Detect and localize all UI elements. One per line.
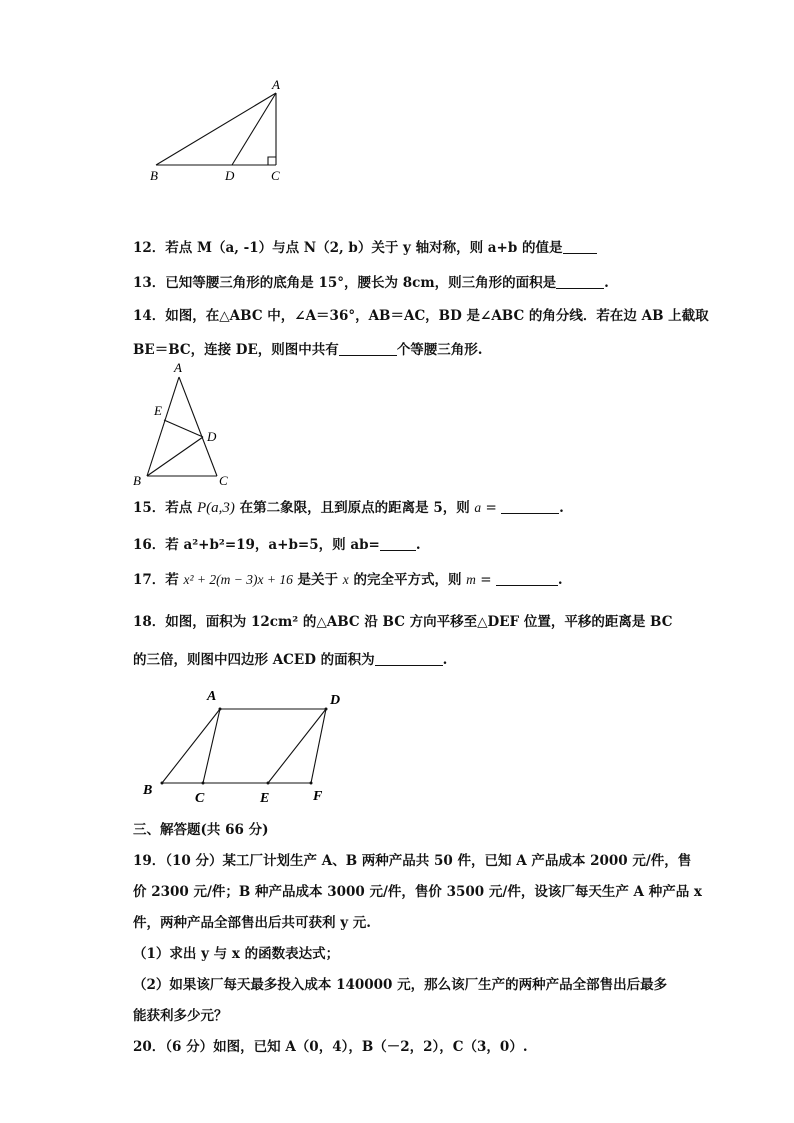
q17-text-a: 若	[165, 572, 184, 588]
q19-sub2b: 能获利多少元？	[133, 1008, 228, 1024]
question-19	[133, 846, 702, 1032]
q18-line2b: .	[442, 652, 448, 668]
q15-text-a: 若点	[165, 500, 197, 516]
q16-answer-blank[interactable]	[380, 536, 416, 551]
q18-answer-blank[interactable]	[375, 651, 443, 666]
question-18	[133, 612, 672, 670]
label-C: C	[271, 168, 280, 183]
q17-var-x: x	[342, 572, 349, 587]
q17-answer-blank[interactable]	[496, 571, 558, 586]
label-B: B	[133, 473, 141, 488]
q15-answer-blank[interactable]	[501, 499, 559, 514]
q18-line2a: 的三倍，则图中四边形 ACED 的面积为	[133, 652, 375, 668]
label-B: B	[143, 783, 153, 798]
q15-eq: =	[481, 500, 502, 516]
q19-sub1: （1）求出 y 与 x 的函数表达式；	[133, 946, 340, 962]
question-17	[133, 570, 563, 590]
q17-var-m: m	[466, 572, 476, 587]
question-12	[133, 238, 597, 258]
question-16	[133, 535, 421, 555]
label-E: E	[154, 403, 162, 418]
label-E: E	[260, 791, 270, 806]
q15-end: .	[559, 500, 564, 516]
q15-var: a	[474, 500, 482, 515]
q12-number: 12．	[133, 240, 166, 256]
question-20: 20．（6 分）如图，已知 A（0，4），B（－2，2），C（3，0）.	[133, 1039, 528, 1055]
q15-point-P: P	[197, 500, 207, 516]
q14-line2b: 个等腰三角形.	[396, 342, 483, 358]
q17-number: 17．	[133, 572, 166, 588]
label-A: A	[174, 360, 182, 375]
q15-number: 15．	[133, 500, 166, 516]
label-A: A	[207, 689, 217, 704]
q17-eq: =	[475, 572, 496, 588]
q14-line2a: BE＝BC，连接 DE，则图中共有	[133, 342, 339, 358]
q17-expression: x² + 2(m − 3)x + 16	[183, 572, 293, 587]
q18-line1: 如图，面积为 12cm² 的△ABC 沿 BC 方向平移至△DEF 位置，平移的距离是 BC	[165, 614, 673, 630]
q16-text: 若 a²+b²=19，a+b=5，则 ab=	[165, 537, 380, 553]
q19-line2: 价 2300 元/件；B 种产品成本 3000 元/件，售价 3500 元/件，设该厂每天生产 A 种产品 x	[133, 884, 702, 900]
q13-number: 13．	[133, 275, 166, 291]
question-14	[133, 306, 709, 360]
q16-number: 16．	[133, 537, 166, 553]
label-C: C	[195, 791, 205, 806]
q14-line1: 如图，在△ABC 中，∠A＝36°，AB＝AC，BD 是∠ABC 的角分线．若在边 AB 上截取	[165, 308, 709, 324]
q16-end: .	[415, 537, 421, 553]
label-C: C	[219, 473, 228, 488]
q15-text-b: 在第二象限，且到原点的距离是 5，则	[234, 500, 475, 516]
q17-end: .	[557, 572, 563, 588]
section-3-title: 三、解答题(共 66 分)	[133, 822, 269, 838]
q13-text: 已知等腰三角形的底角是 15°，腰长为 8cm，则三角形的面积是	[165, 275, 557, 291]
q19-line3: 件，两种产品全部售出后共可获利 y 元.	[133, 915, 371, 931]
q12-text: 若点 M（a, -1）与点 N（2, b）关于 y 轴对称，则 a+b 的值是	[165, 240, 563, 256]
q12-answer-blank[interactable]	[563, 239, 597, 254]
label-B: B	[150, 168, 158, 183]
question-13	[133, 273, 609, 293]
figure-translation	[0, 680, 794, 820]
q19-line1: 19．（10 分）某工厂计划生产 A、B 两种产品共 50 件，已知 A 产品成本 2000 元/件，售	[133, 853, 692, 869]
q13-end: .	[604, 275, 609, 291]
q17-text-c: 的完全平方式，则	[348, 572, 467, 588]
q19-sub2a: （2）如果该厂每天最多投入成本 140000 元，那么该厂生产的两种产品全部售出后最多	[133, 977, 668, 993]
label-D: D	[330, 693, 341, 708]
q17-text-b: 是关于	[292, 572, 343, 588]
q13-answer-blank[interactable]	[556, 274, 604, 289]
q15-coords: (a,3)	[206, 500, 235, 516]
label-D: D	[207, 429, 217, 444]
q14-number: 14．	[133, 308, 166, 324]
label-D: D	[225, 168, 235, 183]
q14-answer-blank[interactable]	[339, 341, 397, 356]
figure-isosceles-triangle	[0, 360, 794, 490]
label-A: A	[272, 77, 280, 92]
question-15	[133, 498, 564, 518]
label-F: F	[313, 789, 323, 804]
q18-number: 18．	[133, 614, 166, 630]
figure-triangle-abd	[0, 0, 794, 200]
